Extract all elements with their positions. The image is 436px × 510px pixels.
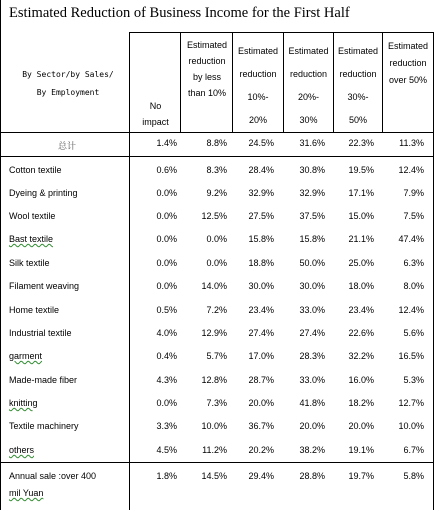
table-cell: 0.0% [156, 234, 177, 244]
table-cell: 0.6% [156, 165, 177, 175]
table-cell: 38.2% [299, 445, 325, 455]
annual-rule [0, 462, 434, 463]
table-cell: 15.0% [348, 211, 374, 221]
row-label: knitting [9, 398, 38, 408]
row-label: Filament weaving [9, 281, 80, 291]
row-label: Silk textile [9, 258, 50, 268]
table-row [0, 182, 436, 205]
table-cell: 20.0% [348, 421, 374, 431]
row-label: Dyeing & printing [9, 188, 78, 198]
table-cell: 12.9% [201, 328, 227, 338]
table-cell: 32.2% [348, 351, 374, 361]
table-cell: 22.3% [348, 138, 374, 148]
table-row [0, 415, 436, 438]
table-row [0, 275, 436, 298]
table-cell: 8.3% [206, 165, 227, 175]
table-cell: 0.4% [156, 351, 177, 361]
row-label: others [9, 445, 35, 455]
table-cell: 6.7% [403, 445, 424, 455]
table-cell: 17.1% [348, 188, 374, 198]
table-cell: 41.8% [299, 398, 325, 408]
table-cell: 28.7% [248, 375, 274, 385]
table-cell: 50.0% [299, 258, 325, 268]
table-cell: 0.0% [156, 398, 177, 408]
total-rule [0, 156, 434, 157]
column-header-no-impact: No impact [142, 101, 169, 127]
table-cell: 12.7% [398, 398, 424, 408]
table-cell: 23.4% [248, 305, 274, 315]
table-cell: 9.2% [206, 188, 227, 198]
corner-header [18, 66, 118, 102]
table-cell: 22.6% [348, 328, 374, 338]
table-cell: 33.0% [299, 375, 325, 385]
table-cell: 18.0% [348, 281, 374, 291]
table-cell: 28.8% [299, 471, 325, 481]
table-cell: 30.0% [248, 281, 274, 291]
table-row [0, 159, 436, 182]
table-row [0, 322, 436, 345]
table-cell: 12.4% [398, 305, 424, 315]
table-row [0, 252, 436, 275]
table-cell: 1.4% [156, 138, 177, 148]
table-cell: 8.0% [403, 281, 424, 291]
table-cell: 5.3% [403, 375, 424, 385]
table-cell: 12.4% [398, 165, 424, 175]
table-cell: 15.8% [299, 234, 325, 244]
table-cell: 14.5% [201, 471, 227, 481]
table-cell: 25.0% [348, 258, 374, 268]
table-cell: 27.4% [248, 328, 274, 338]
table-cell: 15.8% [248, 234, 274, 244]
column-header-10-20: Estimated reduction 10%- 20% [237, 46, 279, 125]
total-label: 总计 [58, 141, 77, 151]
annual-sale-row [0, 465, 436, 488]
table-cell: 27.5% [248, 211, 274, 221]
table-cell: 14.0% [201, 281, 227, 291]
corner-line-1: By Sector/by Sales/ [22, 70, 114, 79]
table-cell: 19.1% [348, 445, 374, 455]
table-cell: 7.3% [206, 398, 227, 408]
table-cell: 12.5% [201, 211, 227, 221]
table-cell: 20.0% [248, 398, 274, 408]
table-cell: 0.0% [156, 188, 177, 198]
table-cell: 30.8% [299, 165, 325, 175]
table-cell: 29.4% [248, 471, 274, 481]
page-title: Estimated Reduction of Business Income for the First Half [0, 0, 436, 26]
table-row [0, 369, 436, 392]
table-cell: 28.3% [299, 351, 325, 361]
table-cell: 11.3% [399, 138, 424, 148]
row-label: Home textile [9, 305, 60, 315]
table-cell: 0.0% [206, 234, 227, 244]
table-cell: 21.1% [348, 234, 374, 244]
row-label: garment [9, 351, 43, 361]
table-cell: 10.0% [201, 421, 227, 431]
table-cell: 30.0% [299, 281, 325, 291]
table-cell: 16.0% [348, 375, 374, 385]
table-cell: 0.5% [156, 305, 177, 315]
annual-line-1: Annual sale :over 400 [9, 471, 97, 481]
table-cell: 18.8% [248, 258, 274, 268]
table-cell: 19.5% [348, 165, 374, 175]
table-cell: 23.4% [348, 305, 374, 315]
table-cell: 16.5% [398, 351, 424, 361]
table-cell: 20.2% [248, 445, 274, 455]
column-header-30-50: Estimated reduction 30%- 50% [337, 46, 379, 125]
row-label: Industrial textile [9, 328, 72, 338]
table-cell: 36.7% [248, 421, 274, 431]
table-cell: 4.5% [156, 445, 177, 455]
table-cell: 5.7% [206, 351, 227, 361]
table-cell: 37.5% [299, 211, 325, 221]
column-header-20-30: Estimated reduction 20%- 30% [288, 46, 329, 125]
corner-line-2: By Employment [36, 88, 100, 97]
table-cell: 0.0% [156, 281, 177, 291]
table-cell: 27.4% [299, 328, 325, 338]
table-cell: 10.0% [398, 421, 424, 431]
column-header-over-50: Estimated reduction over 50% [387, 41, 429, 85]
table-cell: 8.8% [206, 138, 227, 148]
table-cell: 11.2% [202, 445, 227, 455]
header-rule [129, 32, 434, 33]
table-cell: 28.4% [248, 165, 274, 175]
table-row [0, 392, 436, 415]
table-row [0, 345, 436, 368]
table-cell: 47.4% [398, 234, 424, 244]
column-header-less-10: Estimated reduction by less than 10% [186, 40, 228, 98]
table-cell: 32.9% [248, 188, 274, 198]
table-cell: 6.3% [403, 258, 424, 268]
column-divider [180, 32, 181, 132]
table-row [0, 299, 436, 322]
table-cell: 12.8% [201, 375, 227, 385]
table-cell: 0.0% [206, 258, 227, 268]
table-cell: 0.0% [156, 258, 177, 268]
table-cell: 0.0% [156, 211, 177, 221]
table-cell: 24.5% [248, 138, 274, 148]
table-row [0, 205, 436, 228]
annual-line-2: mil Yuan [9, 488, 44, 498]
table-cell: 31.6% [299, 138, 325, 148]
table-cell: 32.9% [299, 188, 325, 198]
table-cell: 7.9% [403, 188, 424, 198]
table-cell: 17.0% [248, 351, 274, 361]
table-cell: 5.8% [403, 471, 424, 481]
table-row [0, 228, 436, 251]
table-cell: 19.7% [348, 471, 374, 481]
table-cell: 7.2% [206, 305, 227, 315]
table-cell: 1.8% [156, 471, 177, 481]
table-row [0, 439, 436, 462]
table-cell: 4.0% [156, 328, 177, 338]
table-cell: 20.0% [299, 421, 325, 431]
header-rule [0, 132, 434, 133]
row-label: Textile machinery [9, 421, 79, 431]
table-cell: 33.0% [299, 305, 325, 315]
table-cell: 4.3% [156, 375, 177, 385]
total-row [0, 135, 436, 151]
row-label: Cotton textile [9, 165, 62, 175]
table-cell: 18.2% [348, 398, 374, 408]
row-label: Wool textile [9, 211, 56, 221]
row-label: Bast textile [9, 234, 54, 244]
row-label: Made-made fiber [9, 375, 78, 385]
table-cell: 3.3% [156, 421, 177, 431]
table-cell: 7.5% [403, 211, 424, 221]
table-cell: 5.6% [403, 328, 424, 338]
